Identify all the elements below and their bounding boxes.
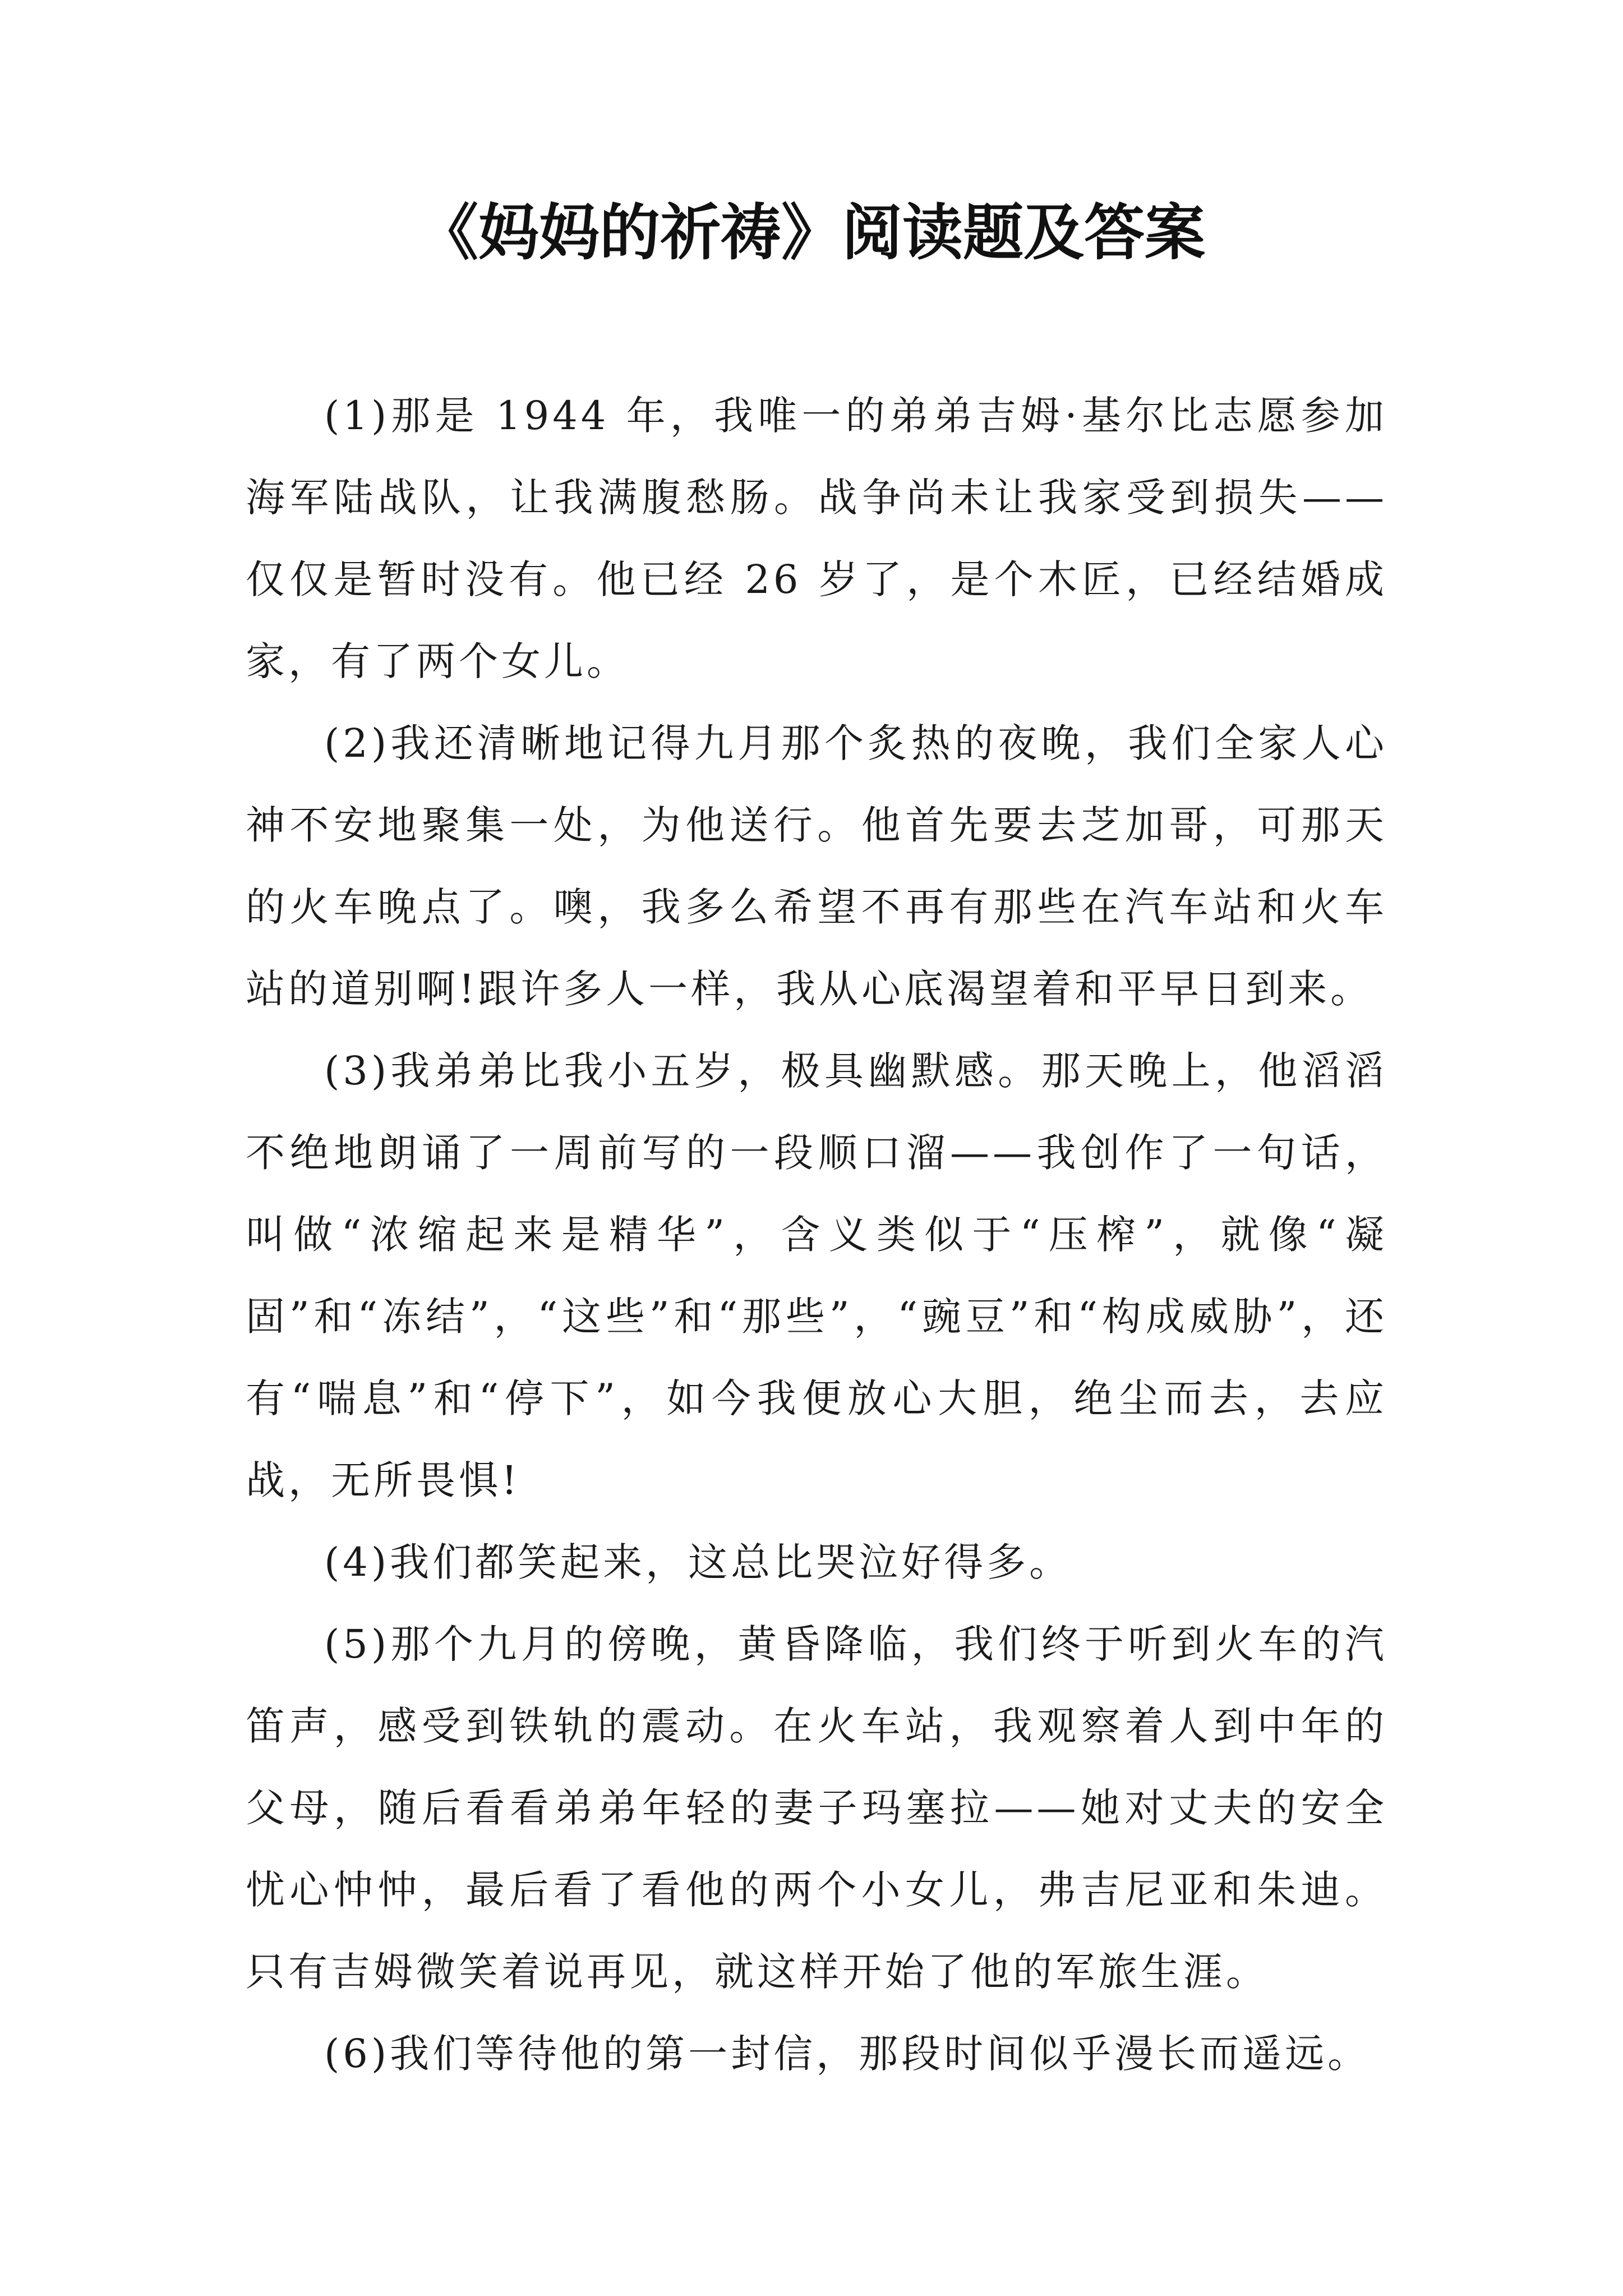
document-title: 《妈妈的祈祷》阅读题及答案 xyxy=(417,197,1205,268)
document-body xyxy=(246,375,1387,2095)
paragraph-5: (5)那个九月的傍晚，黄昏降临，我们终于听到火车的汽笛声，感受到铁轨的震动。在火车站，我观察着人到中年的父母，随后看看弟弟年轻的妻子玛塞拉——她对丈夫的安全忧心忡忡，最后看了看他的两个小女儿，弗吉尼亚和朱迪。只有吉姆微笑着说再见，就这样开始了他的军旅生涯。 xyxy=(246,1621,1387,1995)
paragraph-2: (2)我还清晰地记得九月那个炙热的夜晚，我们全家人心神不安地聚集一处，为他送行。他首先要去芝加哥，可那天的火车晚点了。噢，我多么希望不再有那些在汽车站和火车站的道别啊!跟许多人一样，我从心底渴望着和平早日到来。 xyxy=(246,720,1387,1012)
paragraph-6: (6)我们等待他的第一封信，那段时间似乎漫长而遥远。 xyxy=(324,2031,1371,2077)
paragraph-3: (3)我弟弟比我小五岁，极具幽默感。那天晚上，他滔滔不绝地朗诵了一周前写的一段顺口溜——我创作了一句话，叫做“浓缩起来是精华”，含义类似于“压榨”，就像“凝固”和“冻结”，“这些”和“那些”，“豌豆”和“构成威胁”，还有“喘息”和“停下”，如今我便放心大胆，绝尘而去，去应战，无所畏惧! xyxy=(246,1048,1387,1503)
paragraph-4: (4)我们都笑起来，这总比哭泣好得多。 xyxy=(324,1539,1072,1585)
paragraph-1: (1)那是 1944 年，我唯一的弟弟吉姆·基尔比志愿参加海军陆战队，让我满腹愁肠。战争尚未让我家受到损失——仅仅是暂时没有。他已经 26 岁了，是个木匠，已经结婚成家，有了两个女儿。 xyxy=(246,393,1387,684)
